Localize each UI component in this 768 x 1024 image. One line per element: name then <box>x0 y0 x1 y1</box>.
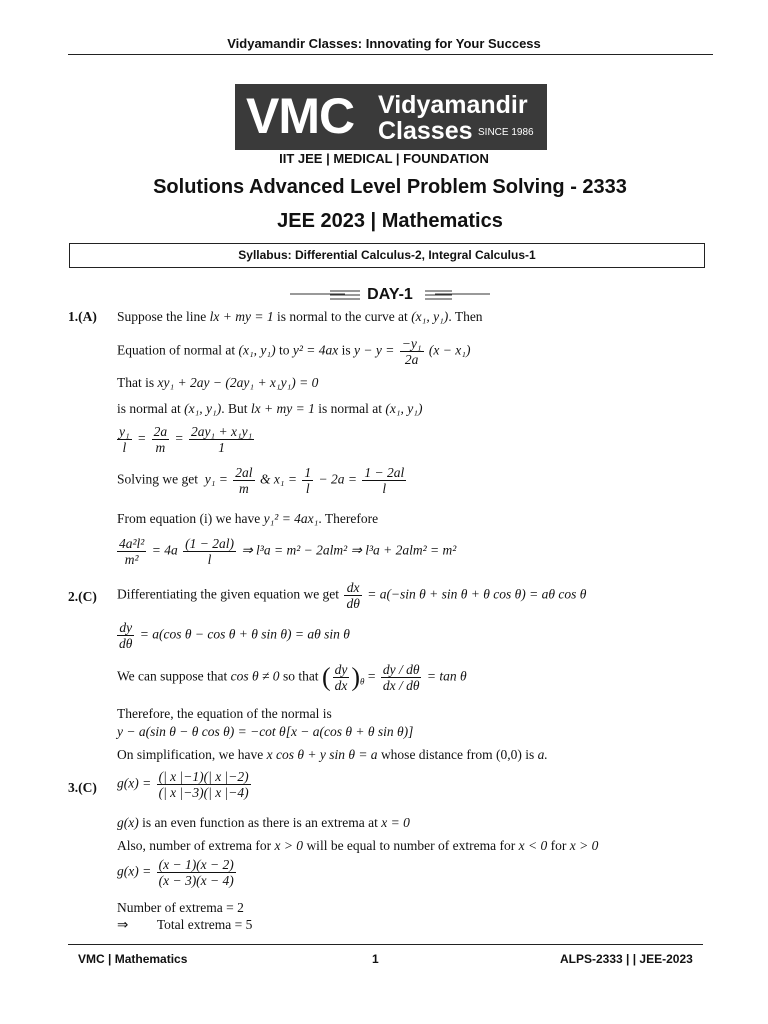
denominator: l <box>122 440 127 455</box>
numerator: 2ay₁ + x₁y₁ <box>190 424 253 439</box>
text: Also, number of extrema for <box>117 838 272 853</box>
q2-line6 <box>117 747 548 763</box>
q1-line3 <box>117 375 318 391</box>
footer-left: VMC | Mathematics <box>78 952 188 966</box>
fraction <box>233 465 254 496</box>
denominator: (x − 3)(x − 4) <box>158 873 234 888</box>
math: x > 0 <box>274 838 304 853</box>
q1-line7 <box>117 511 378 527</box>
fraction <box>117 620 134 651</box>
text: . But <box>221 401 248 416</box>
numerator: (| x |−1)(| x |−2) <box>158 769 249 784</box>
fraction <box>189 424 254 455</box>
denominator: m <box>155 440 166 455</box>
numerator: (x − 1)(x − 2) <box>158 857 234 872</box>
text: . Then <box>448 309 483 324</box>
logo-tagline: IIT JEE | MEDICAL | FOUNDATION <box>279 151 489 166</box>
math: ⇒ l³a = m² − 2alm² ⇒ l³a + 2alm² = m² <box>241 542 457 558</box>
q3-line4 <box>117 857 238 888</box>
left-paren: ( <box>321 662 331 692</box>
text: Solving we get <box>117 471 198 487</box>
document-subtitle: JEE 2023 | Mathematics <box>277 210 503 232</box>
math: x = 0 <box>381 815 410 830</box>
math: & x₁ = <box>259 471 297 487</box>
numerator: 1 <box>304 465 312 480</box>
fraction <box>117 424 132 455</box>
math: y − y = <box>354 342 395 358</box>
math: y₁² = 4ax₁ <box>263 511 319 526</box>
logo-since: SINCE 1986 <box>478 127 534 138</box>
q1-line8 <box>115 536 456 567</box>
math: g(x) = <box>117 775 152 791</box>
numerator: dy / dθ <box>382 662 420 677</box>
text: is normal at <box>318 401 382 416</box>
text: is normal to the curve at <box>276 309 408 324</box>
text: is an even function as there is an extrema at <box>142 815 378 830</box>
numerator: −y₁ <box>401 336 422 351</box>
q3-line5: Number of extrema = 2 <box>117 900 244 915</box>
text: Differentiating the given equation we get <box>117 586 340 602</box>
q2-line3: We can suppose that cos θ ≠ 0 so that ( $\frac{dy}{dx}$ )$_\theta$ = $\frac{dy / d\theta}{dx / d\theta}$ = tan θ <box>117 662 467 693</box>
text: to <box>278 342 290 358</box>
text: whose distance from (0,0) is <box>380 747 535 762</box>
text: Equation of normal at <box>117 342 236 358</box>
math: (x₁, y₁) <box>238 342 276 358</box>
text: is <box>341 342 351 358</box>
fraction <box>183 536 236 567</box>
math: (x₁, y₁) <box>184 401 222 416</box>
q3-line3 <box>117 838 598 854</box>
denominator: dθ <box>119 636 133 651</box>
math: x < 0 <box>518 838 548 853</box>
text: Total extrema = 5 <box>156 917 253 932</box>
math: (x − x₁) <box>428 342 471 358</box>
header-rule <box>68 54 713 55</box>
right-paren: ) <box>351 662 361 692</box>
q1-line5: $\frac{\text{y₁}}{l}$ = $\frac{2a}{m}$ = $\frac{\text{2ay₁ + x₁y₁}}{1}$ <box>119 424 253 455</box>
denominator: l <box>305 481 310 496</box>
fraction <box>152 424 170 455</box>
q2-line2 <box>115 620 350 651</box>
numerator: dy <box>334 662 348 677</box>
implies-symbol: ⇒ <box>117 917 129 932</box>
math: a. <box>537 747 548 762</box>
footer-right: ALPS-2333 | | JEE-2023 <box>560 952 693 966</box>
fraction <box>157 857 236 888</box>
q2-line5: y − a(sin θ − θ cos θ) = −cot θ[x − a(cos θ + θ sin θ)] <box>117 724 414 739</box>
math: y² = 4ax <box>292 342 339 358</box>
q3-line1 <box>117 769 253 800</box>
q1-line4 <box>117 401 422 417</box>
denominator: m² <box>124 552 139 567</box>
q2-line1 <box>117 580 586 611</box>
math: x > 0 <box>569 838 599 853</box>
text: From equation (i) we have <box>117 511 261 526</box>
numerator: 4a²l² <box>119 536 145 551</box>
denominator: l <box>207 552 212 567</box>
logo-mark: VMC <box>246 88 355 144</box>
denominator: 1 <box>218 440 226 455</box>
fraction <box>117 536 146 567</box>
numerator: dy <box>117 620 134 636</box>
text: so that <box>282 668 319 684</box>
denominator: dθ <box>346 596 360 611</box>
numerator: 1 − 2al <box>364 465 405 480</box>
numerator: 2a <box>153 424 168 439</box>
denominator: dx <box>334 678 348 693</box>
denominator: (| x |−3)(| x |−4) <box>158 785 249 800</box>
math: lx + my = 1 <box>209 309 274 324</box>
q1-line1 <box>117 309 483 325</box>
text: is normal at <box>117 401 181 416</box>
numerator: (1 − 2al) <box>185 536 234 551</box>
math: lx + my = 1 <box>250 401 315 416</box>
footer-rule <box>68 944 703 945</box>
denominator: dx / dθ <box>382 678 420 693</box>
math: y₁ = <box>204 471 228 487</box>
numerator: 2al <box>235 465 253 480</box>
q3-line6 <box>117 917 252 933</box>
text: . Therefore <box>318 511 379 526</box>
numerator: dx <box>344 580 361 596</box>
fraction <box>344 580 361 611</box>
q2-line4: Therefore, the equation of the normal is <box>117 706 332 721</box>
text: for <box>550 838 567 853</box>
math: = a(−sin θ + sin θ + θ cos θ) = aθ cos θ <box>367 586 587 602</box>
text: That is <box>117 375 155 390</box>
math: (x₁, y₁) <box>411 309 449 324</box>
numerator: y₁ <box>119 424 130 439</box>
q1-line6 <box>117 465 408 496</box>
math: = 4a <box>151 542 178 558</box>
text: We can suppose that <box>117 668 228 684</box>
q1-line2 <box>117 336 470 367</box>
math: x cos θ + y sin θ = a <box>266 747 378 762</box>
math: − 2a = <box>318 471 357 487</box>
fraction <box>400 336 424 367</box>
logo-name-line1: Vidyamandir <box>378 91 528 119</box>
page-number: 1 <box>372 952 379 966</box>
q3-line2 <box>117 815 410 831</box>
denominator: m <box>239 481 249 496</box>
q2-number: 2.(C) <box>68 589 97 604</box>
fraction <box>333 662 350 693</box>
fraction <box>381 662 422 693</box>
denominator: 2a <box>404 352 419 367</box>
q3-number: 3.(C) <box>68 780 97 795</box>
text: Suppose the line <box>117 309 207 324</box>
text: will be equal to number of extrema for <box>306 838 516 853</box>
syllabus-box: Syllabus: Differential Calculus-2, Integral Calculus-1 <box>69 243 705 268</box>
math: xy₁ + 2ay − (2ay₁ + x₁y₁) = 0 <box>157 375 319 390</box>
math: = a(cos θ − cos θ + θ sin θ) = aθ sin θ <box>139 626 350 642</box>
document-title: Solutions Advanced Level Problem Solving - 2333 <box>153 176 627 198</box>
fraction <box>302 465 313 496</box>
denominator: l <box>382 481 387 496</box>
math: g(x) = <box>117 863 152 879</box>
text: On simplification, we have <box>117 747 264 762</box>
math: = tan θ <box>426 668 467 684</box>
day-label: DAY-1 <box>367 286 413 303</box>
subscript: θ <box>360 676 365 687</box>
math: g(x) <box>117 815 139 830</box>
fraction <box>362 465 406 496</box>
math: (x₁, y₁) <box>385 401 423 416</box>
logo-name-line2: Classes <box>378 117 473 145</box>
math: cos θ ≠ 0 <box>230 668 280 684</box>
fraction <box>157 769 251 800</box>
running-header: Vidyamandir Classes: Innovating for Your Success <box>227 36 541 51</box>
q1-number: 1.(A) <box>68 309 97 324</box>
